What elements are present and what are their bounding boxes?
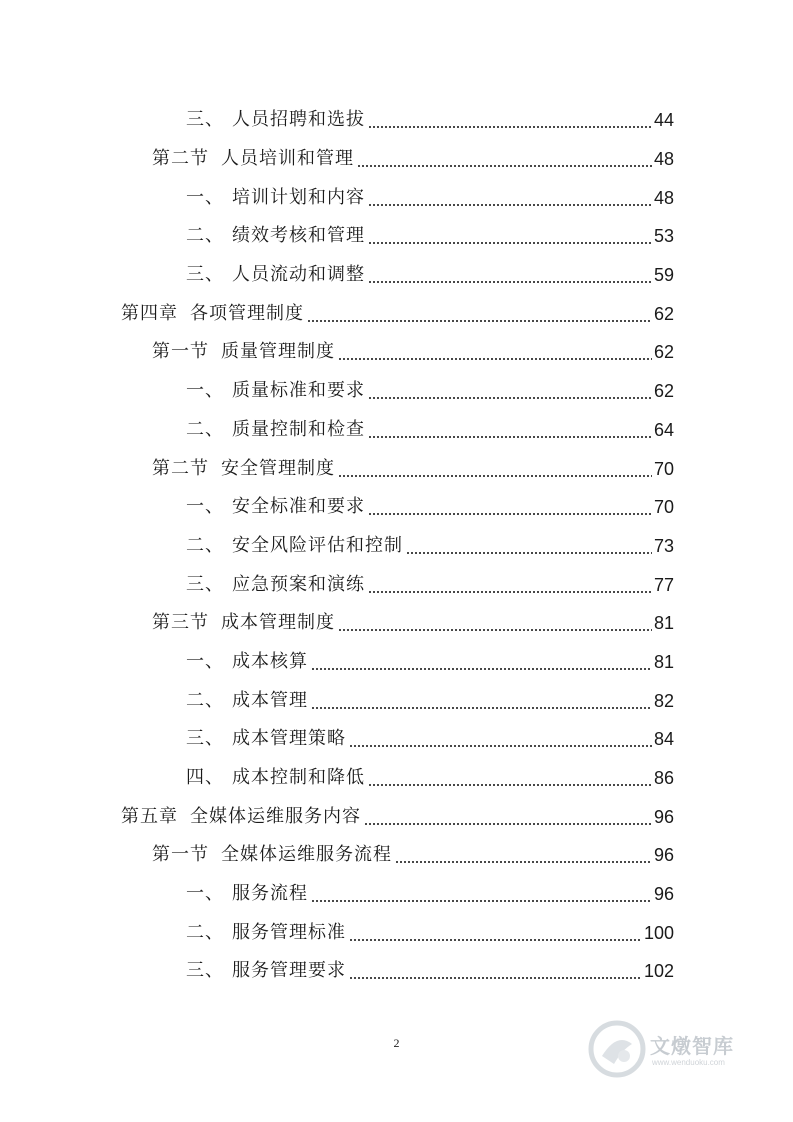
toc-entry-page: 53 (653, 226, 674, 247)
toc-entry[interactable] (0, 294, 793, 333)
toc-entry-number: 第三节 (152, 612, 209, 634)
toc-dot-leader (311, 882, 652, 906)
toc-entry-number: 一、 (186, 883, 224, 905)
toc-dot-leader (357, 147, 652, 171)
toc-entry-page: 84 (653, 729, 674, 750)
watermark-brand: 文燉智库 (650, 1034, 734, 1058)
toc-entry-title: 安全标准和要求 (232, 496, 365, 518)
toc-entry-page: 81 (653, 613, 674, 634)
toc-entry-title: 人员流动和调整 (232, 264, 365, 286)
toc-entry-number: 第五章 (121, 805, 178, 827)
toc-entry-title: 应急预案和演练 (232, 573, 365, 595)
toc-entry[interactable] (0, 256, 793, 295)
toc-entry[interactable] (0, 565, 793, 604)
toc-dot-leader (368, 224, 652, 248)
toc-entry-number: 二、 (186, 418, 224, 440)
toc-entry-number: 二、 (186, 225, 224, 247)
toc-dot-leader (338, 340, 652, 364)
toc-dot-leader (368, 186, 652, 210)
toc-entry[interactable] (0, 449, 793, 488)
toc-entry-number: 一、 (186, 380, 224, 402)
toc-entry-title: 人员招聘和选拔 (232, 109, 365, 131)
toc-entry-title: 成本控制和降低 (232, 767, 365, 789)
toc-entry-number: 二、 (186, 534, 224, 556)
toc-dot-leader (368, 379, 652, 403)
toc-dot-leader (368, 108, 652, 132)
toc-entry-number: 第四章 (121, 302, 178, 324)
toc-entry-title: 成本管理制度 (221, 612, 335, 634)
toc-entry-page: 48 (653, 187, 674, 208)
toc-entry-title: 培训计划和内容 (232, 186, 365, 208)
toc-entry-number: 三、 (186, 960, 224, 982)
toc-entry[interactable] (0, 140, 793, 179)
toc-entry-number: 三、 (186, 573, 224, 595)
toc-entry-title: 安全管理制度 (221, 457, 335, 479)
toc-entry-number: 二、 (186, 689, 224, 711)
toc-entry[interactable] (0, 333, 793, 372)
toc-entry-title: 全媒体运维服务流程 (221, 844, 392, 866)
toc-entry[interactable] (0, 178, 793, 217)
toc-entry-number: 一、 (186, 186, 224, 208)
toc-dot-leader (349, 727, 652, 751)
toc-entry-number: 第一节 (152, 341, 209, 363)
toc-entry-title: 绩效考核和管理 (232, 225, 365, 247)
toc-dot-leader (349, 921, 642, 945)
toc-dot-leader (307, 302, 652, 326)
toc-entry-title: 人员培训和管理 (221, 148, 354, 170)
toc-entry[interactable] (0, 411, 793, 450)
watermark-logo-icon (588, 1020, 646, 1078)
toc-entry[interactable] (0, 101, 793, 140)
toc-entry-number: 一、 (186, 496, 224, 518)
toc-entry-number: 一、 (186, 650, 224, 672)
toc-entry-title: 质量标准和要求 (232, 380, 365, 402)
toc-entry-title: 质量管理制度 (221, 341, 335, 363)
toc-entry-page: 59 (653, 265, 674, 286)
watermark-url: www.wenduoku.com (652, 1058, 725, 1067)
toc-dot-leader (338, 611, 652, 635)
toc-entry[interactable] (0, 952, 793, 991)
toc-entry-page: 70 (653, 458, 674, 479)
toc-entry[interactable] (0, 643, 793, 682)
toc-entry-page: 62 (653, 342, 674, 363)
toc-entry-number: 三、 (186, 109, 224, 131)
toc-entry[interactable] (0, 372, 793, 411)
toc-entry-page: 96 (653, 806, 674, 827)
toc-entry-number: 四、 (186, 767, 224, 789)
toc-entry-page: 62 (653, 381, 674, 402)
toc-entry-title: 成本核算 (232, 650, 308, 672)
toc-entry[interactable] (0, 759, 793, 798)
toc-dot-leader (311, 689, 652, 713)
toc-dot-leader (406, 534, 652, 558)
toc-dot-leader (395, 843, 652, 867)
toc-dot-leader (311, 650, 652, 674)
toc-entry-page: 62 (653, 303, 674, 324)
toc-entry-number: 二、 (186, 921, 224, 943)
toc-entry-page: 96 (653, 884, 674, 905)
toc-entry-page: 96 (653, 845, 674, 866)
toc-dot-leader (368, 418, 652, 442)
toc-entry-title: 质量控制和检查 (232, 418, 365, 440)
toc-entry-title: 服务流程 (232, 883, 308, 905)
toc-entry[interactable] (0, 604, 793, 643)
toc-dot-leader (338, 457, 652, 481)
toc-entry-page: 48 (653, 149, 674, 170)
toc-entry-number: 三、 (186, 728, 224, 750)
table-of-contents (0, 101, 793, 991)
toc-entry-page: 77 (653, 574, 674, 595)
toc-entry-title: 安全风险评估和控制 (232, 534, 403, 556)
toc-entry[interactable] (0, 913, 793, 952)
toc-entry[interactable] (0, 488, 793, 527)
toc-entry-page: 44 (653, 110, 674, 131)
page-number: 2 (393, 1036, 400, 1050)
toc-entry[interactable] (0, 836, 793, 875)
toc-entry-title: 成本管理策略 (232, 728, 346, 750)
toc-entry-title: 成本管理 (232, 689, 308, 711)
toc-entry-title: 服务管理标准 (232, 921, 346, 943)
toc-entry-page: 64 (653, 419, 674, 440)
toc-dot-leader (364, 805, 652, 829)
watermark (588, 1020, 768, 1078)
toc-entry-title: 全媒体运维服务内容 (190, 805, 361, 827)
toc-entry[interactable] (0, 720, 793, 759)
toc-entry-page: 82 (653, 690, 674, 711)
toc-dot-leader (349, 959, 642, 983)
toc-entry-page: 81 (653, 651, 674, 672)
toc-entry-page: 70 (653, 497, 674, 518)
toc-entry-page: 100 (643, 922, 674, 943)
toc-entry[interactable] (0, 681, 793, 720)
toc-entry-page: 73 (653, 535, 674, 556)
toc-entry[interactable] (0, 797, 793, 836)
toc-dot-leader (368, 766, 652, 790)
toc-entry-title: 服务管理要求 (232, 960, 346, 982)
toc-dot-leader (368, 263, 652, 287)
toc-entry[interactable] (0, 875, 793, 914)
toc-dot-leader (368, 495, 652, 519)
toc-entry-number: 第二节 (152, 148, 209, 170)
toc-entry-number: 第一节 (152, 844, 209, 866)
toc-entry[interactable] (0, 527, 793, 566)
toc-entry-page: 86 (653, 768, 674, 789)
toc-entry-number: 三、 (186, 264, 224, 286)
toc-entry-title: 各项管理制度 (190, 302, 304, 324)
toc-entry-page: 102 (643, 961, 674, 982)
toc-entry-number: 第二节 (152, 457, 209, 479)
toc-entry[interactable] (0, 217, 793, 256)
toc-dot-leader (368, 573, 652, 597)
